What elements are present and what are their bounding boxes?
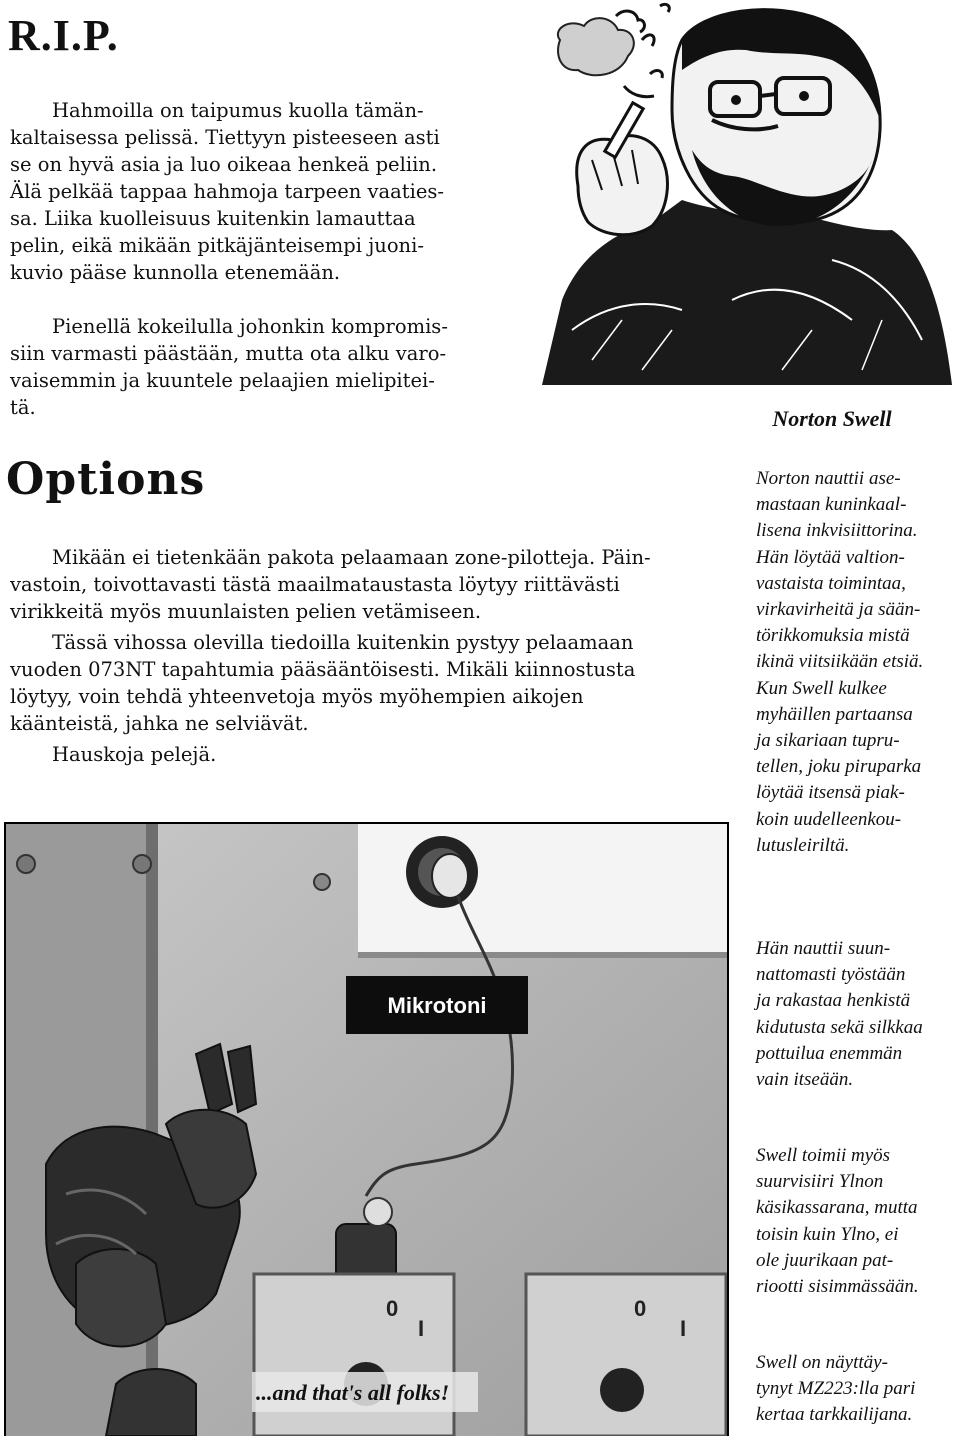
switch-right-off: 0: [634, 1296, 647, 1321]
photo-caption: ...and that's all folks!: [256, 1380, 450, 1405]
portrait-caption: Norton Swell: [772, 406, 892, 431]
sidebar-paragraph-4: Swell on näyttäy- tynyt MZ223:lla pari kertaa tarkkailijana.: [756, 1352, 916, 1426]
sidebar-paragraph-2: Hän nauttii suun- nattomasti työstään ja rakastaa henkistä kidutusta sekä silkkaa pottuilua enemmän vain itseään.: [756, 938, 923, 1091]
mikrotoni-label: Mikrotoni: [387, 993, 487, 1018]
options-paragraph-1: Mikään ei tietenkään pakota pelaamaan zone-pilotteja. Päin- vastoin, toivottavasti tästä maailmataustasta löytyy riittävästi virikkeitä myös muunlaisten pelien vetämiseen.: [10, 546, 651, 623]
switch-left-on: I: [418, 1316, 425, 1341]
norton-swell-illustration: [532, 0, 960, 385]
sidebar-paragraph-1: Norton nauttii ase- mastaan kuninkaal- lisena inkvisiittorina. Hän löytää valtion- vastaista toimintaa, virkavirheitä ja sään- törikkomuksia mistä ikinä viitsiikään etsiä. Kun Swell kulkee myhäillen partaansa ja sikariaan tupru- tellen, joku piruparka löytää itsensä piak- koin uudelleenkou- lutusleiriltä.: [756, 468, 924, 856]
options-heading: Options: [6, 454, 206, 505]
control-panel-photo: [4, 822, 729, 1436]
rip-heading: R.I.P.: [8, 11, 119, 60]
switch-right-on: I: [680, 1316, 687, 1341]
rip-paragraph-2: Pienellä kokeilulla johonkin kompromis- siin varmasti päästään, mutta ota alku varo- vaisemmin ja kuuntele pelaajien mielipitei- tä.: [10, 315, 448, 419]
switch-left-off: 0: [386, 1296, 399, 1321]
rip-paragraph-1: Hahmoilla on taipumus kuolla tämän- kaltaisessa pelissä. Tiettyyn pisteeseen asti se on hyvä asia ja luo oikeaa henkeä peliin. Älä pelkää tappaa hahmoja tarpeen vaaties- sa. Liika kuolleisuus kuitenkin lamauttaa pelin, eikä mikään pitkäjänteisempi juoni- kuvio pääse kunnolla etenemään.: [10, 99, 444, 284]
sidebar-paragraph-3: Swell toimii myös suurvisiiri Ylnon käsikassarana, mutta toisin kuin Ylno, ei ole juurikaan pat- riootti sisimmässään.: [756, 1145, 919, 1298]
smoke-icon: [558, 18, 634, 75]
options-paragraph-2: Tässä vihossa olevilla tiedoilla kuitenkin pystyy pelaamaan vuoden 073NT tapahtumia pääsääntöisesti. Mikäli kiinnostusta löytyy, voin tehdä yhteenvetoja myös myöhempien aikojen käänteistä, jahka ne selviävät.: [10, 631, 636, 735]
options-paragraph-3: Hauskoja pelejä.: [52, 743, 217, 766]
robot-light: [364, 1198, 392, 1226]
